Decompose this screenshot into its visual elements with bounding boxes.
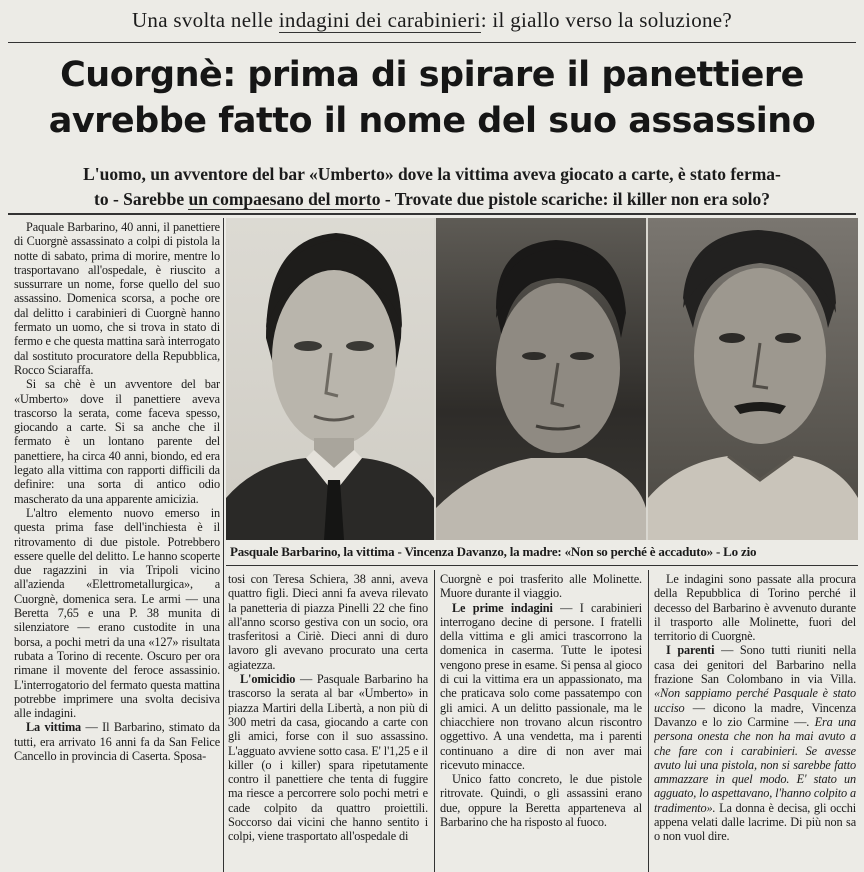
kicker-part1: Una svolta nelle [131,8,279,32]
headline-line-2: avrebbe fatto il nome del suo assassino [48,101,816,141]
portrait-young-man-icon [226,218,434,540]
col3-paragraph-2-text: — I carabinieri interrogano decine di persone. I fratelli della vittima e gli amici trascorrono la domenica in caserma. Tutte le ipotesi vengono prese in esame. Si pensa al gioco di cui la vittima era un appassionato, ma che praticava solo come passatempo con gli amici. A un delitto passionale, ma le chiacchiere non trovano alcun riscontro oggettivo. A una vendetta, ma i parenti continuano a dire di non aver mai ricevuto minacce. [440,600,642,772]
col2-paragraph-2 [228,672,428,844]
col3-paragraph-2 [440,601,642,773]
subhead-line-2 [14,187,850,212]
col4-quote-1: «Non sappiamo perché Pasquale è stato ucciso [654,686,856,715]
section-head-omicidio: L'omicidio [240,672,296,687]
column-divider-3 [648,570,649,872]
headline-line-1: Cuorgnè: prima di spirare il panettiere [60,55,804,95]
section-head-parenti: I parenti [666,643,715,658]
col1-paragraph-4 [14,720,220,763]
article-column-2 [228,572,428,872]
portrait-older-woman-icon [436,218,646,540]
main-headline [10,52,854,144]
photo-pasquale-barbarino [226,218,434,540]
col3-paragraph-3: Unico fatto concreto, le due pistole ritrovate. Quindi, o gli assassini erano due, oppure la Beretta apparteneva al Barbarino che ha risposto al fuoco. [440,772,642,830]
column-divider-2 [434,570,435,872]
section-head-la-vittima: La vittima [26,720,82,735]
col1-paragraph-1: Paquale Barbarino, 40 anni, il panettiere di Cuorgnè assassinato a colpi di pistola la notte di sabato, prima di morire, mentre lo trasportavano all'ospedale, è riuscito a sussurrare un nome, forse quello del suo assassino. Domenica scorsa, a poche ore dal delitto i carabinieri di Cuorgnè hanno fermato un uomo, che si trova in stato di fermo e che questa mattina sarà interrogato dal sostituto procuratore della Repubblica, Rocco Sciaraffa. [14,220,220,377]
subhead-rule [8,213,856,215]
subhead-line-2-pre: to - Sarebbe [94,189,189,209]
col1-paragraph-4-text: — Il Barbarino, stimato da tutti, era arrivato 16 anni fa da San Felice Cancello in provincia di Caserta. Sposa- [14,720,220,763]
caption-rule [226,565,858,566]
subhead-line-2-post: - Trovate due pistole scariche: il killer non era solo? [380,189,770,209]
col2-paragraph-2-text: — Pasquale Barbarino ha trascorso la serata al bar «Umberto» in piazza Martiri della Libertà, a non più di 300 metri da casa, giocando a carte con gli amici, forse con il suo assassino. L'agguato avviene sotto casa. E' l'1,25 e il killer (o i killer) spara ripetutamente contro il panettiere che tenta di fuggire ma riesce a percorrere solo pochi metri e cade colpito da quattro proiettili. Soccorso dai vicini che hanno sentito i colpi, viene trasportato all'ospedale di [228,672,428,844]
photo-strip [226,218,858,540]
subheadline [14,162,850,212]
article-column-1 [14,220,220,872]
kicker-underlined: indagini dei carabinieri [278,8,481,32]
col4-paragraph-2c: — dicono la madre, Vincenza Davanzo e lo zio Carmine —. [654,700,856,729]
section-head-prime-indagini: Le prime indagini [452,600,553,615]
col1-paragraph-3: L'altro elemento nuovo emerso in questa prima fase dell'inchiesta è il ritrovamento di due pistole. Potrebbero essere quelle del delitto. Le hanno scoperte due ragazzini in via Tripoli vicino all'azienda «Elettrometallurgica», a Cuorgnè, domenica sera. Le armi — una Beretta 7,65 e una P. 38 munita di silenziatore — erano custodite in una borsa, a pochi metri da una «127» risultata rubata a Torino di recente. Oscuro per ora rimane il movente del feroce assassinio. L'interrogatorio del fermato questa mattina potrebbe imprimere una svolta decisiva alle indagini. [14,505,220,721]
col4-paragraph-2 [654,643,856,843]
article-column-3 [440,572,642,872]
kicker-headline [0,8,864,33]
col3-paragraph-1: Cuorgnè e poi trasferito alle Molinette. Muore durante il viaggio. [440,572,642,601]
subhead-line-1: L'uomo, un avventore del bar «Umberto» dove la vittima aveva giocato a carte, è stato ferma- [83,164,781,184]
photo-caption: Pasquale Barbarino, la vittima - Vincenza Davanzo, la madre: «Non so perché è accaduto» - Lo zio [230,544,757,559]
col4-quote-2: Era una persona onesta che non ha mai avuto a che fare con i carabinieri. Se avesse avuto lui una pistola, non si sarebbe fatto ammazzare in quel modo. E' stato un agguato, lo aspettavano, l'hanno colpito a tradimento». [654,714,856,815]
top-rule [8,42,856,43]
kicker-part2: : il giallo verso la soluzione? [480,8,733,32]
photo-lo-zio [648,218,858,540]
column-divider-1 [223,218,224,872]
col1-paragraph-2: Si sa chè è un avventore del bar «Umberto» dove il panettiere aveva trascorso la serata, come faceva spesso, giocando a carte. Si sa anche che il fermato è un lontano parente del panettiere, ha circa 40 anni, biondo, ed era legato alla vittima con rapporti difficili da definire: una sorta di antico odio mascherato da una apparente amicizia. [14,377,220,506]
col2-paragraph-1: tosi con Teresa Schiera, 38 anni, aveva quattro figli. Dieci anni fa aveva rilevato la panetteria di piazza Pinelli 22 che fino all'anno scorso gestiva con un socio, ora trasferitosi a Ciriè. Dieci anni di duro lavoro gli avevano procurato una certa agiatezza. [228,572,428,672]
col4-paragraph-1: Le indagini sono passate alla procura della Repubblica di Torino perché il decesso del Barbarino è avvenuto durante il trasporto alle Molinette, fuori del territorio di Cuorgnè. [654,572,856,644]
col4-paragraph-2e: La donna è decisa, gli occhi appena velati dalle lacrime. Di più non sa o non vuol dire. [654,800,856,844]
subhead-line-2-underlined: un compaesano del morto [188,189,381,209]
col4-paragraph-2a: — Sono tutti riuniti nella casa dei genitori del Barbarino nella frazione San Colombano in via Villa. [654,643,856,687]
portrait-older-man-icon [648,218,858,540]
article-column-4 [654,572,856,872]
photo-vincenza-davanzo [436,218,646,540]
